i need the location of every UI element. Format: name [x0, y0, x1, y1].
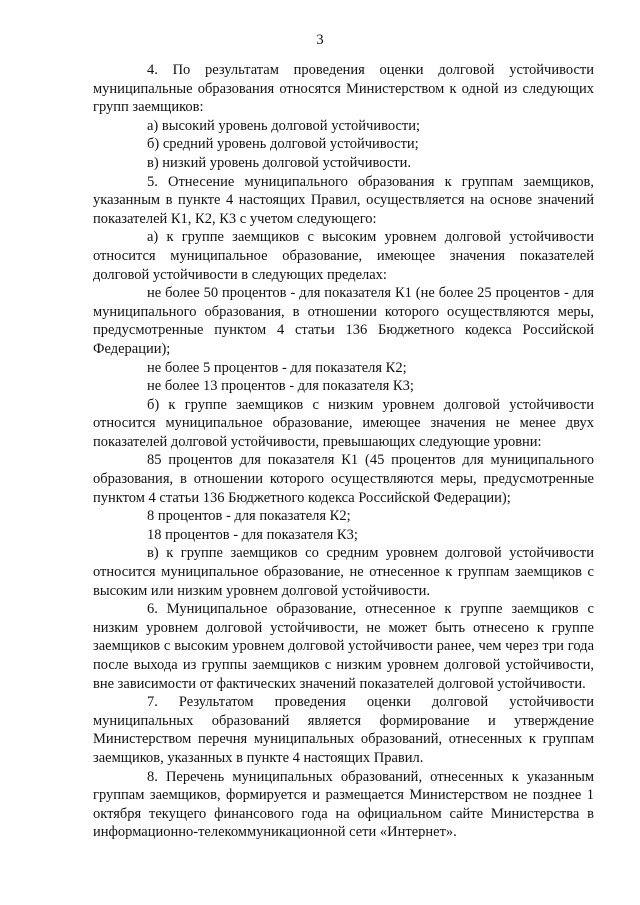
paragraph-8: 8. Перечень муниципальных образований, отнесенных к указанным группам заемщиков, формируется и размещается Министерством не позднее 1 октября текущего финансового года на официальном сайте Министерства в информационно-телекоммуникационной сети «Интернет».	[93, 768, 594, 841]
list-item-high: а) высокий уровень долговой устойчивости;	[147, 117, 421, 134]
list-item-low: в) низкий уровень долговой устойчивости.	[147, 154, 411, 171]
limit-k3-low: 18 процентов - для показателя К3;	[147, 526, 358, 543]
list-item-medium: б) средний уровень долговой устойчивости;	[147, 136, 419, 153]
paragraph-5b: б) к группе заемщиков с низким уровнем долговой устойчивости относится муниципальное образование, имеющее значения не менее двух показателей долговой устойчивости, превышающих следующие уровни:	[93, 396, 594, 450]
limit-k2-low: 8 процентов - для показателя К2;	[147, 508, 351, 525]
paragraph-5: 5. Отнесение муниципального образования к группам заемщиков, указанным в пункте 4 настоящих Правил, осуществляется на основе значений показателей К1, К2, К3 с учетом следующего:	[93, 173, 594, 227]
document-body	[93, 61, 594, 842]
limit-k1-high: не более 50 процентов - для показателя К1 (не более 25 процентов - для муниципального образования, в отношении которого осуществляются меры, предусмотренные пунктом 4 статьи 136 Бюджетного кодекса Российской Федерации);	[93, 285, 594, 357]
limit-k1-low: 85 процентов для показателя К1 (45 процентов для муниципального образования, в отношении которого осуществляются меры, предусмотренные пунктом 4 статьи 136 Бюджетного кодекса Российской Федерации);	[93, 452, 594, 506]
limit-k2-high: не более 5 процентов - для показателя К2;	[147, 359, 407, 376]
page-number: 3	[316, 32, 324, 48]
paragraph-4: 4. По результатам проведения оценки долговой устойчивости муниципальные образования относятся Министерством к одной из следующих групп заемщиков:	[93, 62, 594, 116]
paragraph-5c: в) к группе заемщиков со средним уровнем долговой устойчивости относится муниципальное образование, не отнесенное к группам заемщиков с высоким или низким уровнем долговой устойчивости.	[93, 545, 594, 599]
paragraph-5a: а) к группе заемщиков с высоким уровнем долговой устойчивости относится муниципальное образование, имеющее значения показателей долговой устойчивости в следующих пределах:	[93, 229, 594, 283]
paragraph-6: 6. Муниципальное образование, отнесенное к группе заемщиков с низким уровнем долговой устойчивости, не может быть отнесено к группе заемщиков с высоким уровнем долговой устойчивости ранее, чем через три года после выхода из группы заемщиков с низким уровнем долговой устойчивости, вне зависимости от фактических значений показателей долговой устойчивости.	[93, 601, 594, 692]
limit-k3-high: не более 13 процентов - для показателя К3;	[147, 378, 414, 395]
paragraph-7: 7. Результатом проведения оценки долговой устойчивости муниципальных образований является формирование и утверждение Министерством перечня муниципальных образований, отнесенных к группам заемщиков, указанных в пункте 4 настоящих Правил.	[93, 694, 594, 766]
